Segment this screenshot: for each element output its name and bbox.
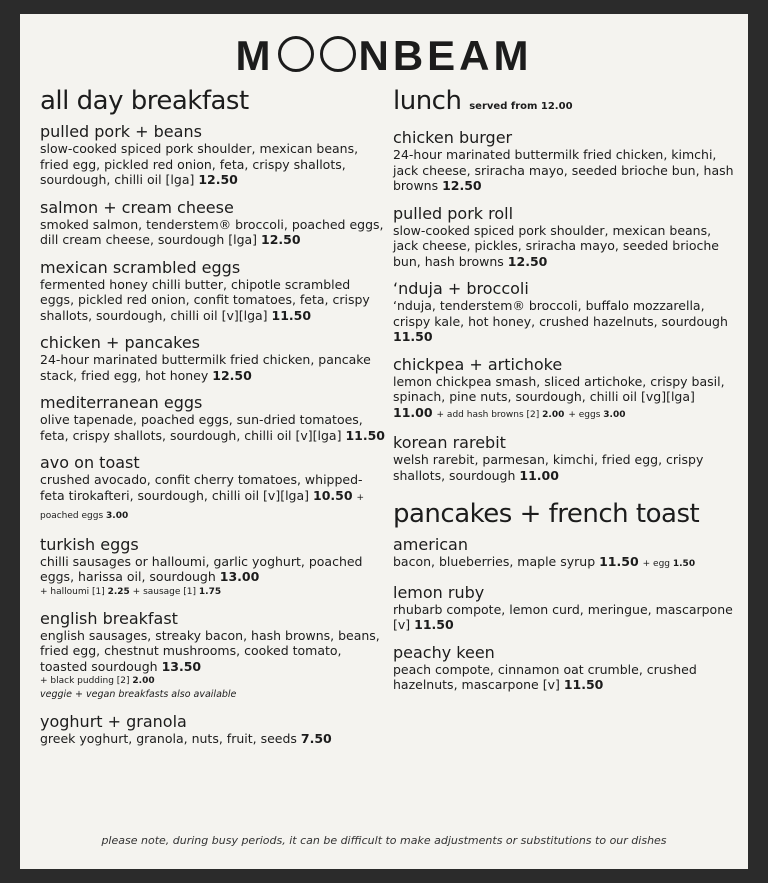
menu-item — [393, 433, 738, 483]
item-name: yoghurt + granola — [40, 712, 187, 731]
item-desc-text: 24-hour marinated buttermilk fried chicken, kimchi, jack cheese, sriracha mayo, seeded brioche bun, hash browns — [393, 147, 734, 193]
item-name: english breakfast — [40, 608, 178, 628]
footer-note: please note, during busy periods, it can be difficult to make adjustments or substitutions to our dishes — [101, 834, 667, 847]
item-name: avo on toast — [40, 453, 140, 472]
item-price: 10.50 — [313, 487, 353, 503]
menu-item — [40, 122, 385, 188]
menu-item — [393, 583, 738, 633]
item-name: korean rarebit — [393, 433, 506, 452]
item-desc-text: peach compote, cinnamon oat crumble, crushed hazelnuts, mascarpone [v] — [393, 661, 697, 692]
item-price: 12.50 — [507, 253, 548, 269]
extra-label: + sausage [1] — [132, 586, 199, 597]
item-description — [393, 298, 738, 345]
item-desc-text: lemon chickpea smash, sliced artichoke, crispy basil, spinach, pine nuts, sourdough, chilli oil [vg][lga] — [393, 373, 725, 404]
addon-label: + eggs — [568, 409, 604, 420]
brand-text-post: NBEAM — [358, 32, 533, 79]
item-desc-text: chilli sausages or halloumi, garlic yoghurt, poached eggs, harissa oil, sourdough — [40, 553, 363, 584]
item-desc-text: slow-cooked spiced pork shoulder, mexican beans, fried egg, pickled red onion, feta, crispy shallots, sourdough, chilli oil [lga] — [40, 141, 359, 187]
item-price: 7.50 — [300, 731, 332, 746]
item-description — [40, 554, 385, 585]
menu-item — [393, 204, 738, 270]
item-description — [393, 223, 738, 270]
menu-item — [393, 355, 738, 424]
menu-item — [40, 393, 385, 443]
menu-item — [393, 279, 738, 345]
item-extras — [40, 585, 385, 599]
pancakes-list — [393, 535, 738, 693]
menu-item — [393, 643, 738, 693]
menu-item — [40, 453, 385, 525]
item-name: pulled pork + beans — [40, 122, 202, 141]
extra-label: + halloumi [1] — [40, 586, 108, 597]
item-price: 12.50 — [212, 367, 252, 383]
section-title-breakfast: all day breakfast — [40, 86, 249, 116]
addon-price: 3.00 — [106, 511, 129, 521]
section-title-pancakes: pancakes + french toast — [393, 499, 700, 529]
item-desc-text: fermented honey chilli butter, chipotle scrambled eggs, pickled red onion, confit tomatoes, feta, crispy shallots, sourdough, chilli oil [v][lga] — [40, 276, 370, 323]
item-desc-text: greek yoghurt, granola, nuts, fruit, seeds — [40, 731, 301, 746]
item-name: chicken + pancakes — [40, 333, 201, 352]
extra-price: 2.00 — [132, 676, 155, 686]
item-description — [40, 472, 385, 525]
brand-logo — [20, 32, 748, 80]
item-desc-text: olive tapenade, poached eggs, sun-dried tomatoes, feta, crispy shallots, sourdough, chilli oil [v][lga] — [40, 412, 363, 443]
item-price: 11.00 — [519, 467, 559, 483]
addon-label: + add hash browns [2] — [436, 409, 543, 420]
item-desc-text: slow-cooked spiced pork shoulder, mexican beans, jack cheese, pickles, sriracha mayo, seeded brioche bun, hash browns — [393, 222, 719, 269]
item-price: 11.50 — [345, 427, 385, 443]
addon-label: + egg — [642, 559, 673, 569]
menu-item — [40, 535, 385, 599]
item-description — [40, 628, 385, 675]
menu-item — [393, 128, 738, 194]
lunch-title: lunch — [393, 86, 462, 116]
extra-label: + black pudding [2] — [40, 676, 133, 686]
item-desc-text: ‘nduja, tenderstem® broccoli, buffalo mozzarella, crispy kale, hot honey, crushed hazelnuts, sourdough — [393, 298, 728, 329]
item-price: 11.50 — [271, 307, 312, 323]
item-price: 13.00 — [219, 569, 260, 584]
breakfast-list — [40, 122, 385, 747]
item-description — [40, 731, 385, 747]
addon-price: 2.00 — [542, 409, 565, 420]
item-name: lemon ruby — [393, 582, 485, 602]
item-addon — [568, 410, 625, 420]
item-name: salmon + cream cheese — [40, 197, 234, 217]
menu-item — [40, 712, 385, 747]
menu-page — [20, 14, 748, 869]
item-desc-text: rhubarb compote, lemon curd, meringue, mascarpone [v] — [393, 601, 733, 632]
item-desc-text: crushed avocado, confit cherry tomatoes, whipped-feta tirokafteri, sourdough, chilli oil [v][lga] — [40, 472, 363, 503]
item-description — [393, 147, 738, 194]
item-description — [40, 277, 385, 324]
left-column — [40, 84, 385, 757]
right-column — [393, 84, 738, 703]
item-name: mediterranean eggs — [40, 393, 203, 412]
addon-label: + poached eggs — [40, 492, 365, 521]
item-price: 12.50 — [442, 178, 482, 193]
item-desc-text: smoked salmon, tenderstem® broccoli, poached eggs, dill cream cheese, sourdough [lga] — [40, 216, 384, 247]
item-description — [40, 352, 385, 383]
item-description — [393, 662, 738, 693]
item-description — [40, 412, 385, 443]
item-price: 11.00 — [393, 404, 433, 420]
menu-item — [393, 535, 738, 573]
item-description — [393, 374, 738, 424]
item-price: 11.50 — [393, 329, 433, 344]
item-price: 11.50 — [599, 554, 639, 569]
item-addon — [437, 410, 565, 420]
item-description — [393, 554, 738, 573]
logo-circle-1 — [278, 36, 314, 72]
extra-price: 2.25 — [107, 586, 130, 597]
item-addon — [643, 559, 695, 569]
menu-item — [40, 258, 385, 324]
item-desc-text: welsh rarebit, parmesan, kimchi, fried egg, crispy shallots, sourdough — [393, 452, 704, 483]
menu-item — [40, 198, 385, 248]
item-name: american — [393, 535, 468, 554]
brand-text-pre: M — [235, 32, 275, 79]
item-price: 12.50 — [198, 172, 238, 187]
item-desc-text: english sausages, streaky bacon, hash browns, beans, fried egg, chestnut mushrooms, cooked tomato, toasted sourdough — [40, 627, 380, 674]
item-name: turkish eggs — [40, 534, 139, 554]
item-price: 13.50 — [161, 658, 202, 674]
item-name: ‘nduja + broccoli — [393, 279, 529, 298]
item-name: chickpea + artichoke — [393, 354, 563, 374]
item-name: chicken burger — [393, 128, 513, 147]
item-extras — [40, 674, 385, 688]
item-price: 12.50 — [261, 232, 301, 247]
addon-price: 1.50 — [672, 559, 696, 569]
addon-price: 3.00 — [603, 409, 626, 420]
section-title-lunch — [393, 84, 738, 124]
item-description — [40, 141, 385, 188]
logo-circle-2 — [320, 36, 356, 72]
item-description — [40, 217, 385, 248]
menu-item — [40, 609, 385, 703]
item-name: mexican scrambled eggs — [40, 257, 241, 277]
item-price: 11.50 — [563, 677, 604, 692]
lunch-list — [393, 128, 738, 483]
item-description — [393, 452, 738, 483]
item-price: 11.50 — [414, 617, 454, 632]
lunch-served-note: served from 12.00 — [469, 101, 573, 112]
item-desc-text: bacon, blueberries, maple syrup — [393, 554, 600, 569]
item-desc-text: 24-hour marinated buttermilk fried chicken, pancake stack, fried egg, hot honey — [40, 352, 371, 383]
extra-price: 1.75 — [198, 586, 222, 597]
item-note: veggie + vegan breakfasts also available — [40, 689, 237, 700]
item-name: pulled pork roll — [393, 203, 514, 223]
item-description — [393, 602, 738, 633]
menu-item — [40, 333, 385, 383]
item-name: peachy keen — [393, 642, 495, 662]
